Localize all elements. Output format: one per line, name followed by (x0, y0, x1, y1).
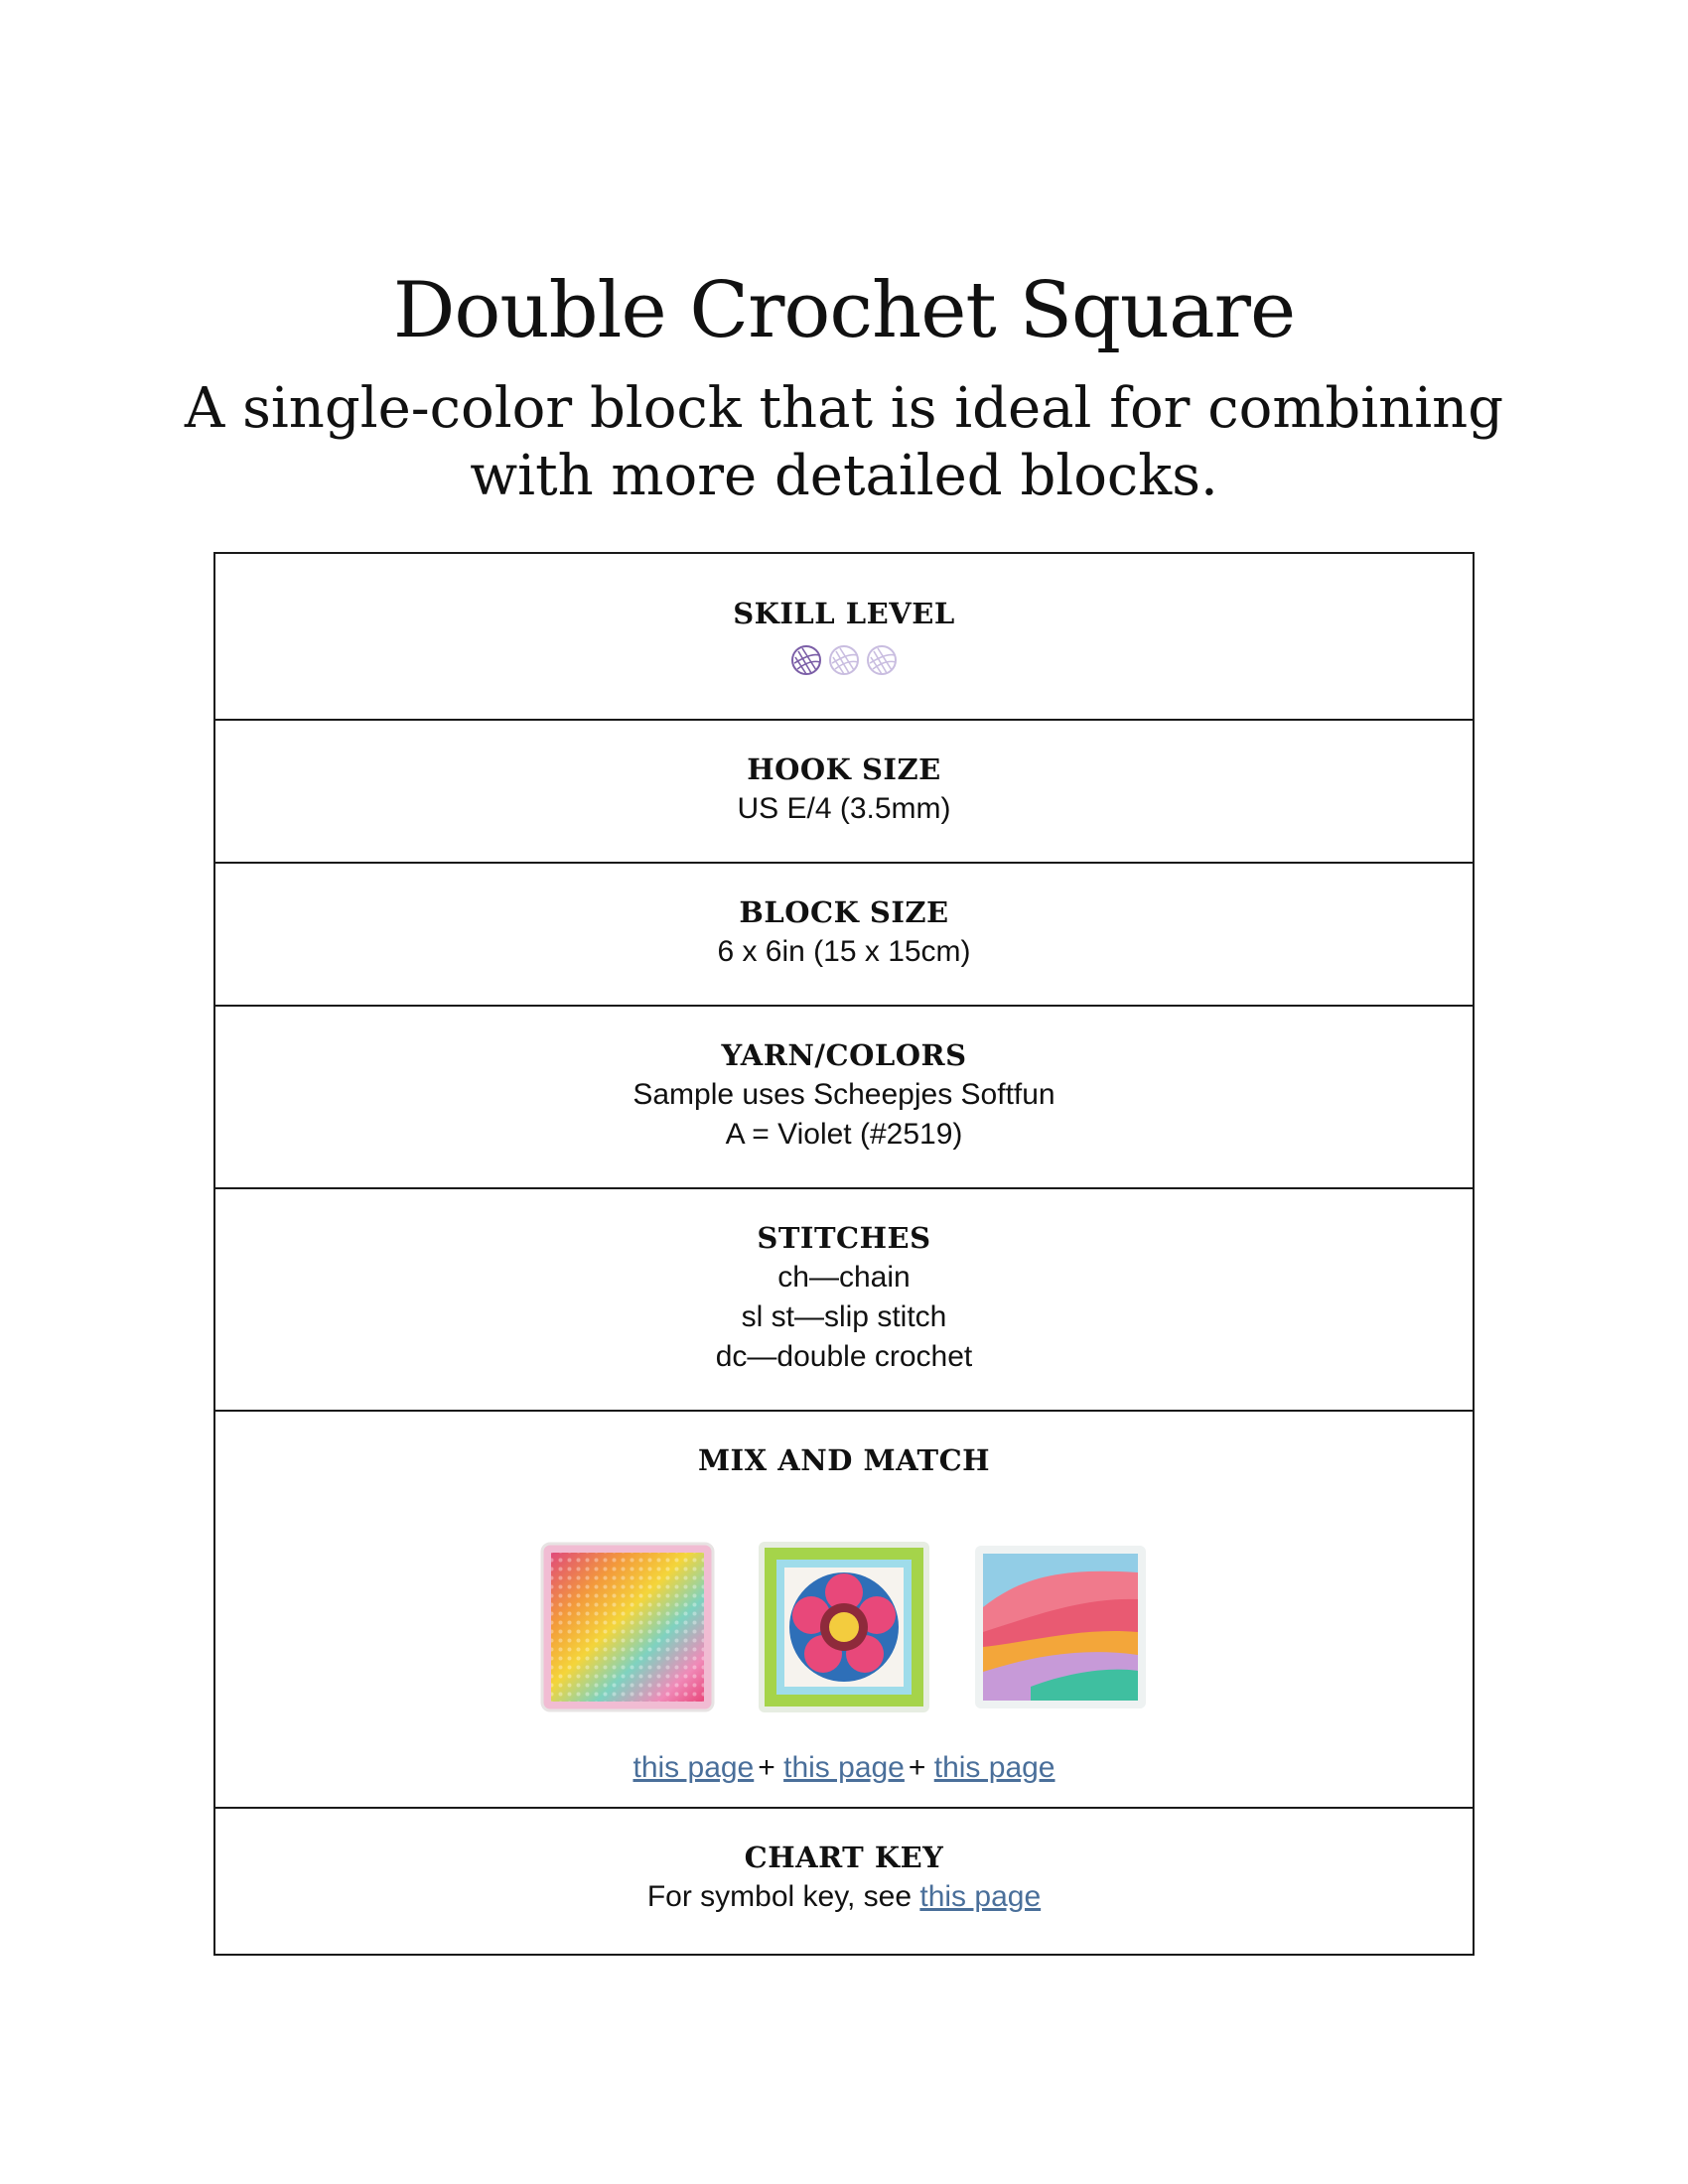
chart-key-text (215, 1877, 1473, 1917)
flower-block-image (755, 1538, 933, 1716)
block-thumbnail-flower[interactable] (755, 1538, 933, 1716)
plus-separator: + (758, 1751, 784, 1784)
stitches-row (215, 1189, 1473, 1412)
yarn-ball-icon (789, 643, 823, 677)
yarn-line: Sample uses Scheepjes Softfun (633, 1078, 1055, 1111)
yarn-ball-icon (827, 643, 861, 677)
stitch-item: ch—chain (777, 1261, 911, 1294)
hook-size-label: HOOK SIZE (747, 752, 941, 786)
rainbow-block-image (538, 1538, 717, 1716)
mix-and-match-row (215, 1412, 1473, 1809)
skill-level-row (215, 554, 1473, 721)
yarn-line: A = Violet (#2519) (725, 1118, 963, 1151)
chart-key-prefix: For symbol key, see (646, 1880, 920, 1913)
plus-separator: + (908, 1751, 934, 1784)
block-size-label: BLOCK SIZE (739, 895, 949, 929)
page-subtitle: A single-color block that is ideal for combining with more detailed blocks. (184, 376, 1504, 508)
block-size-value: 6 x 6in (15 x 15cm) (717, 935, 971, 968)
mix-link[interactable]: this page (783, 1751, 905, 1784)
hook-size-row (215, 721, 1473, 864)
chart-key-link[interactable]: this page (919, 1880, 1042, 1913)
skill-level-indicator (215, 643, 1473, 677)
stitch-item: dc—double crochet (715, 1340, 973, 1373)
yarn-colors-row (215, 1007, 1473, 1189)
mix-link[interactable]: this page (933, 1751, 1055, 1784)
mix-link[interactable]: this page (633, 1751, 755, 1784)
stitches-label: STITCHES (757, 1221, 931, 1255)
block-thumbnail-waves[interactable] (971, 1538, 1150, 1716)
block-thumbnails (215, 1538, 1473, 1716)
yarn-ball-icon (865, 643, 899, 677)
block-size-row (215, 864, 1473, 1007)
stitch-item: sl st—slip stitch (741, 1300, 947, 1333)
mix-and-match-label: MIX AND MATCH (697, 1443, 991, 1477)
pattern-info-table (213, 552, 1475, 1956)
waves-block-image (971, 1538, 1150, 1716)
block-thumbnail-rainbow[interactable] (538, 1538, 717, 1716)
chart-key-label: CHART KEY (744, 1841, 944, 1874)
mix-and-match-links (215, 1748, 1473, 1788)
page-title: Double Crochet Square (392, 266, 1296, 355)
hook-size-value: US E/4 (3.5mm) (737, 792, 951, 825)
chart-key-row (215, 1809, 1473, 1954)
yarn-colors-label: YARN/COLORS (721, 1038, 967, 1072)
skill-level-label: SKILL LEVEL (733, 597, 955, 630)
